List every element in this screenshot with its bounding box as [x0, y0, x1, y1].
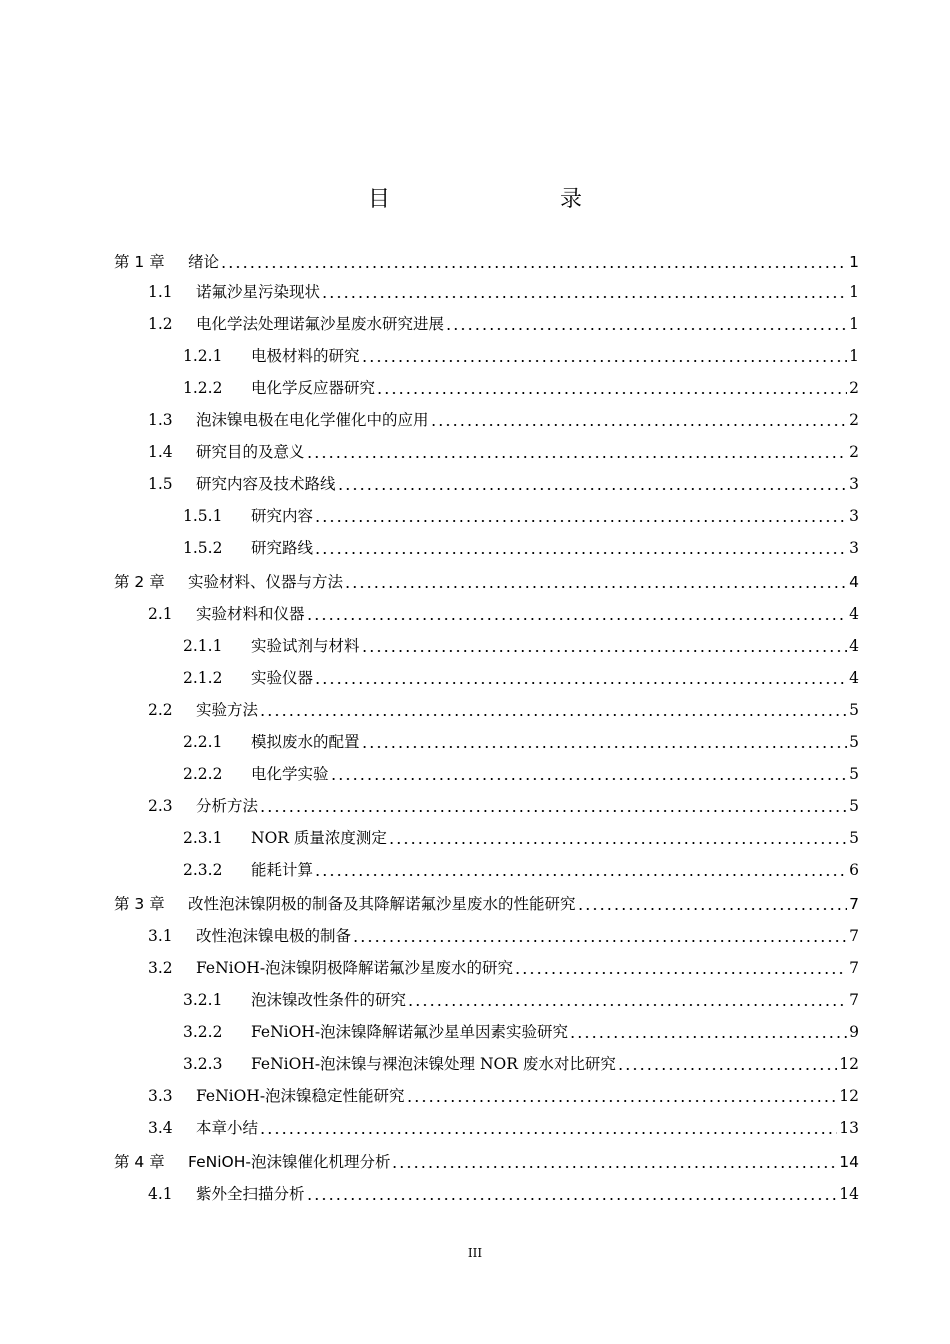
toc-entry-title: 改性泡沫镍阴极的制备及其降解诺氟沙星废水的性能研究: [188, 895, 576, 913]
toc-entry-page: 1: [849, 315, 859, 333]
toc-entry-title: FeNiOH-泡沫镍与裸泡沫镍处理 NOR 废水对比研究: [251, 1055, 616, 1073]
dot-leader: [407, 1003, 847, 1007]
toc-entry-number: 3.1: [148, 927, 173, 945]
toc-subsection-entry[interactable]: [114, 630, 859, 656]
toc-entry-number: 第 3 章: [114, 895, 165, 913]
toc-entry-page: 14: [839, 1153, 859, 1171]
toc-entry-title: 模拟废水的配置: [251, 733, 360, 751]
toc-entry-title: 实验仪器: [251, 669, 314, 687]
toc-section-entry[interactable]: [114, 276, 859, 302]
toc-subsection-entry[interactable]: [114, 1048, 859, 1074]
toc-entry-number: 2.3.2: [183, 861, 223, 879]
dot-leader: [259, 1131, 837, 1135]
dot-leader: [314, 551, 847, 555]
toc-entry-title: 泡沫镍改性条件的研究: [251, 991, 407, 1009]
toc-entry-page: 2: [849, 443, 859, 461]
toc-entry-title: 分析方法: [196, 797, 259, 815]
dot-leader: [337, 487, 848, 491]
toc-entry-title: 泡沫镍电极在电化学催化中的应用: [196, 411, 429, 429]
toc-entry-number: 3.3: [148, 1087, 173, 1105]
toc-entry-title: 电化学反应器研究: [251, 379, 376, 397]
toc-subsection-entry[interactable]: [114, 1016, 859, 1042]
toc-entry-title: 实验材料、仪器与方法: [188, 573, 344, 591]
toc-subsection-entry[interactable]: [114, 340, 859, 366]
toc-chapter-entry[interactable]: [114, 888, 859, 914]
toc-entry-title: 绪论: [188, 253, 220, 271]
toc-section-entry[interactable]: [114, 1112, 859, 1138]
toc-entry-number: 1.5.2: [183, 539, 223, 557]
toc-entry-page: 4: [849, 669, 859, 687]
dot-leader: [430, 423, 848, 427]
toc-entry-number: 3.2.2: [183, 1023, 223, 1041]
dot-leader: [344, 585, 847, 589]
toc-subsection-entry[interactable]: [114, 984, 859, 1010]
dot-leader: [314, 519, 847, 523]
toc-entry-page: 7: [849, 991, 859, 1009]
dot-leader: [361, 745, 848, 749]
toc-entry-title: 实验试剂与材料: [251, 637, 360, 655]
toc-entry-title: 研究目的及意义: [196, 443, 305, 461]
toc-entry-title: FeNiOH-泡沫镍稳定性能研究: [196, 1087, 405, 1105]
dot-leader: [376, 391, 847, 395]
toc-entry-page: 1: [849, 283, 859, 301]
toc-entry-page: 7: [849, 927, 859, 945]
toc-entry-title: 电极材料的研究: [251, 347, 360, 365]
toc-entry-number: 2.3: [148, 797, 173, 815]
toc-entry-title: 电化学法处理诺氟沙星废水研究进展: [196, 315, 445, 333]
toc-entry-title: FeNiOH-泡沫镍阴极降解诺氟沙星废水的研究: [196, 959, 514, 977]
page-title: 目 录: [367, 187, 624, 212]
toc-entry-title: FeNiOH-泡沫镍降解诺氟沙星单因素实验研究: [251, 1023, 569, 1041]
toc-subsection-entry[interactable]: [114, 500, 859, 526]
toc-entry-number: 4.1: [148, 1185, 173, 1203]
toc-entry-title: NOR 质量浓度测定: [251, 829, 387, 847]
toc-entry-page: 6: [849, 861, 859, 879]
toc-entry-page: 12: [839, 1055, 859, 1073]
dot-leader: [306, 1197, 838, 1201]
toc-entry-number: 1.5.1: [183, 507, 223, 525]
page-number-footer: III: [467, 1246, 483, 1260]
toc-section-entry[interactable]: [114, 694, 859, 720]
toc-entry-number: 第 2 章: [114, 573, 165, 591]
toc-entry-number: 3.2.1: [183, 991, 223, 1009]
toc-subsection-entry[interactable]: [114, 822, 859, 848]
toc-entry-title: 研究路线: [251, 539, 314, 557]
toc-entry-page: 5: [849, 797, 859, 815]
toc-section-entry[interactable]: [114, 598, 859, 624]
toc-entry-page: 4: [849, 605, 859, 623]
toc-section-entry[interactable]: [114, 404, 859, 430]
toc-entry-number: 2.2.2: [183, 765, 223, 783]
dot-leader: [306, 455, 848, 459]
toc-section-entry[interactable]: [114, 436, 859, 462]
toc-entry-number: 1.2: [148, 315, 173, 333]
toc-subsection-entry[interactable]: [114, 758, 859, 784]
toc-entry-page: 1: [849, 253, 859, 271]
toc-entry-page: 14: [839, 1185, 859, 1203]
dot-leader: [569, 1035, 847, 1039]
toc-entry-number: 1.2.2: [183, 379, 223, 397]
toc-entry-number: 1.5: [148, 475, 173, 493]
toc-entry-page: 3: [849, 539, 859, 557]
toc-entry-number: 1.4: [148, 443, 173, 461]
toc-entry-title: 诺氟沙星污染现状: [196, 283, 321, 301]
toc-entry-number: 1.3: [148, 411, 173, 429]
dot-leader: [259, 809, 847, 813]
toc-entry-number: 第 4 章: [114, 1153, 165, 1171]
dot-leader: [314, 681, 847, 685]
toc-entry-page: 7: [849, 895, 859, 913]
dot-leader: [391, 1165, 837, 1169]
dot-leader: [388, 841, 847, 845]
toc-entry-title: 能耗计算: [251, 861, 314, 879]
toc-entry-number: 3.4: [148, 1119, 173, 1137]
toc-subsection-entry[interactable]: [114, 532, 859, 558]
toc-entry-title: 本章小结: [196, 1119, 259, 1137]
toc-subsection-entry[interactable]: [114, 662, 859, 688]
dot-leader: [306, 617, 848, 621]
toc-entry-page: 5: [849, 701, 859, 719]
dot-leader: [445, 327, 847, 331]
toc-entry-page: 1: [849, 347, 859, 365]
toc-subsection-entry[interactable]: [114, 372, 859, 398]
toc-entry-title: 研究内容及技术路线: [196, 475, 336, 493]
dot-leader: [259, 713, 847, 717]
toc-entry-page: 12: [839, 1087, 859, 1105]
toc-entry-number: 2.1.2: [183, 669, 223, 687]
toc-entry-page: 3: [849, 475, 859, 493]
dot-leader: [220, 265, 847, 269]
dot-leader: [321, 295, 847, 299]
dot-leader: [330, 777, 848, 781]
toc-section-entry[interactable]: [114, 952, 859, 978]
toc-entry-title: 实验材料和仪器: [196, 605, 305, 623]
toc-chapter-entry[interactable]: [114, 1146, 859, 1172]
toc-entry-number: 3.2.3: [183, 1055, 223, 1073]
toc-section-entry[interactable]: [114, 1178, 859, 1204]
toc-entry-page: 5: [849, 829, 859, 847]
dot-leader: [314, 873, 847, 877]
toc-entry-page: 5: [849, 765, 859, 783]
toc-entry-number: 2.2.1: [183, 733, 223, 751]
dot-leader: [617, 1067, 837, 1071]
toc-entry-title: 改性泡沫镍电极的制备: [196, 927, 352, 945]
toc-chapter-entry[interactable]: [114, 246, 859, 272]
toc-subsection-entry[interactable]: [114, 854, 859, 880]
toc-entry-number: 1.2.1: [183, 347, 223, 365]
toc-entry-page: 13: [839, 1119, 859, 1137]
toc-section-entry[interactable]: [114, 468, 859, 494]
toc-entry-page: 7: [849, 959, 859, 977]
toc-entry-page: 4: [849, 573, 859, 591]
toc-entry-title: 研究内容: [251, 507, 314, 525]
toc-subsection-entry[interactable]: [114, 726, 859, 752]
toc-entry-number: 2.1: [148, 605, 173, 623]
dot-leader: [577, 907, 848, 911]
toc-entry-page: 4: [849, 637, 859, 655]
toc-entry-number: 2.3.1: [183, 829, 223, 847]
dot-leader: [361, 649, 848, 653]
toc-entry-page: 9: [849, 1023, 859, 1041]
dot-leader: [352, 939, 847, 943]
toc-entry-title: 紫外全扫描分析: [196, 1185, 305, 1203]
toc-entry-page: 3: [849, 507, 859, 525]
toc-entry-number: 3.2: [148, 959, 173, 977]
toc-entry-number: 第 1 章: [114, 253, 165, 271]
dot-leader: [361, 359, 848, 363]
toc-section-entry[interactable]: [114, 790, 859, 816]
dot-leader: [514, 971, 847, 975]
toc-entry-title: 电化学实验: [251, 765, 329, 783]
toc-entry-title: FeNiOH-泡沫镍催化机理分析: [188, 1153, 391, 1171]
toc-section-entry[interactable]: [114, 1080, 859, 1106]
toc-entry-number: 1.1: [148, 283, 173, 301]
toc-entry-number: 2.1.1: [183, 637, 223, 655]
toc-section-entry[interactable]: [114, 920, 859, 946]
toc-entry-title: 实验方法: [196, 701, 259, 719]
toc-section-entry[interactable]: [114, 308, 859, 334]
toc-entry-page: 2: [849, 411, 859, 429]
dot-leader: [406, 1099, 838, 1103]
toc-entry-number: 2.2: [148, 701, 173, 719]
toc-entry-page: 2: [849, 379, 859, 397]
toc-entry-page: 5: [849, 733, 859, 751]
toc-chapter-entry[interactable]: [114, 566, 859, 592]
